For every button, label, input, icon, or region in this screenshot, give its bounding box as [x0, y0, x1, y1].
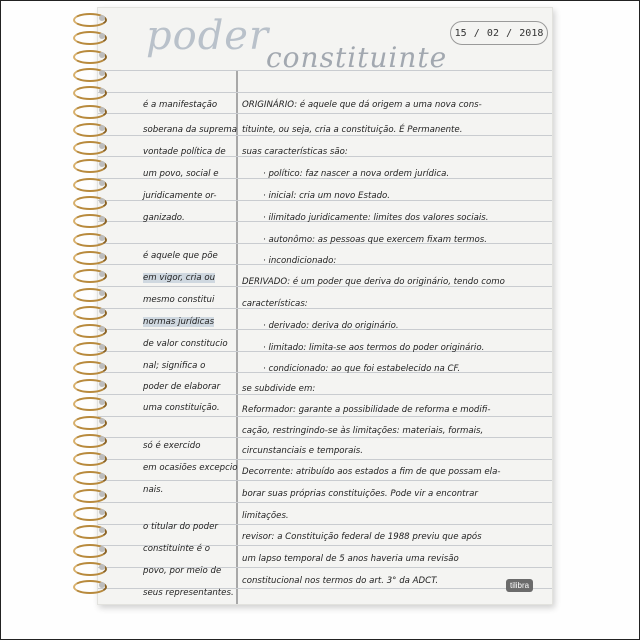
binding-hole [99, 491, 105, 497]
right-line: suas características são: [242, 147, 348, 157]
binding-hole [99, 125, 105, 131]
binding-hole [99, 308, 105, 314]
left-line: uma constituição. [143, 403, 220, 413]
ruled-line [98, 437, 552, 438]
binding-hole [99, 473, 105, 479]
left-line: soberana da suprema [143, 125, 238, 135]
binding-hole [99, 52, 105, 58]
left-line: em ocasiões excepcio [143, 463, 238, 473]
ruled-line [98, 308, 552, 309]
right-line: Reformador: garante a possibilidade de reforma e modifi- [242, 405, 491, 415]
binding-hole [99, 381, 105, 387]
binding-hole [99, 70, 105, 76]
binding-hole [99, 546, 105, 552]
date-sep-1: / [473, 27, 480, 39]
left-line: nais. [143, 485, 164, 495]
notebook-page [97, 7, 553, 605]
right-line: · inicial: cria um novo Estado. [263, 191, 391, 201]
binding-hole [99, 198, 105, 204]
binding-hole [99, 15, 105, 21]
date-sep-2: / [506, 27, 513, 39]
date-year: 2018 [519, 27, 544, 39]
binding-hole [99, 418, 105, 424]
date-day: 15 [454, 27, 467, 39]
binding-hole [99, 107, 105, 113]
ruled-line [98, 416, 552, 417]
left-line: poder de elaborar [143, 382, 221, 392]
left-line: juridicamente or- [143, 191, 217, 201]
left-line: mesmo constitui [143, 295, 215, 305]
left-line-highlighted: em vigor, cria ou [143, 273, 216, 283]
binding-hole [99, 253, 105, 259]
brand-logo: tilibra [506, 579, 533, 592]
binding-hole [99, 363, 105, 369]
right-line: revisor: a Constituição federal de 1988 previu que após [242, 532, 482, 542]
right-line: tituinte, ou seja, cria a constituição. É Permanente. [242, 125, 463, 135]
right-line: constitucional nos termos do art. 3° da ADCT. [242, 576, 439, 586]
ruled-line [98, 394, 552, 395]
ruled-line [98, 92, 552, 93]
left-line: o titular do poder [143, 522, 218, 532]
right-line: Decorrente: atribuído aos estados a fim de que possam ela- [242, 467, 501, 477]
right-line: características: [242, 299, 308, 309]
right-line: borar suas próprias constituições. Pode vir a encontrar [242, 489, 478, 499]
right-line: · político: faz nascer a nova ordem jurídica. [263, 169, 450, 179]
ruled-line [98, 459, 552, 460]
date-month: 02 [486, 27, 499, 39]
left-line: é aquele que põe [143, 251, 218, 261]
left-line: um povo, social e [143, 169, 219, 179]
right-line: · derivado: deriva do originário. [263, 321, 399, 331]
left-line-highlighted: normas jurídicas [143, 317, 215, 327]
binding-hole [99, 235, 105, 241]
ruled-line [98, 113, 552, 114]
binding-hole [99, 290, 105, 296]
left-line: constituinte é o [143, 544, 210, 554]
binding-hole [99, 564, 105, 570]
right-line: · condicionado: ao que foi estabelecido na CF. [263, 364, 461, 374]
right-line: um lapso temporal de 5 anos haveria uma revisão [242, 554, 459, 564]
binding-hole [99, 436, 105, 442]
spiral-binding [71, 9, 111, 599]
left-line: só é exercido [143, 441, 201, 451]
left-line: nal; significa o [143, 361, 206, 371]
right-line: DERIVADO: é um poder que deriva do originário, tendo como [242, 277, 505, 287]
title-word-constituinte: constituinte [266, 41, 448, 74]
ruled-line [98, 480, 552, 481]
left-line: é a manifestação [143, 100, 218, 110]
ruled-line [98, 502, 552, 503]
right-line: · ilimitado juridicamente: limites dos valores sociais. [263, 213, 489, 223]
left-line: seus representantes. [143, 588, 234, 598]
left-line: ganizado. [143, 213, 185, 223]
right-line: se subdivide em: [242, 384, 316, 394]
right-line: cação, restringindo-se às limitações: materiais, formais, [242, 426, 484, 436]
right-line: · autonômo: as pessoas que exercem fixam termos. [263, 235, 487, 245]
right-line: limitações. [242, 511, 289, 521]
binding-hole [99, 180, 105, 186]
title-word-poder: poder [146, 13, 270, 59]
right-line: ORIGINÁRIO: é aquele que dá origem a uma nova cons- [242, 100, 482, 110]
right-line: · incondicionado: [263, 256, 337, 266]
left-line: povo, por meio de [143, 566, 222, 576]
right-line: circunstanciais e temporais. [242, 446, 363, 456]
date-box [450, 21, 548, 45]
left-line: vontade política de [143, 147, 226, 157]
left-line: de valor constitucio [143, 339, 228, 349]
right-line: · limitado: limita-se aos termos do poder originário. [263, 343, 485, 353]
